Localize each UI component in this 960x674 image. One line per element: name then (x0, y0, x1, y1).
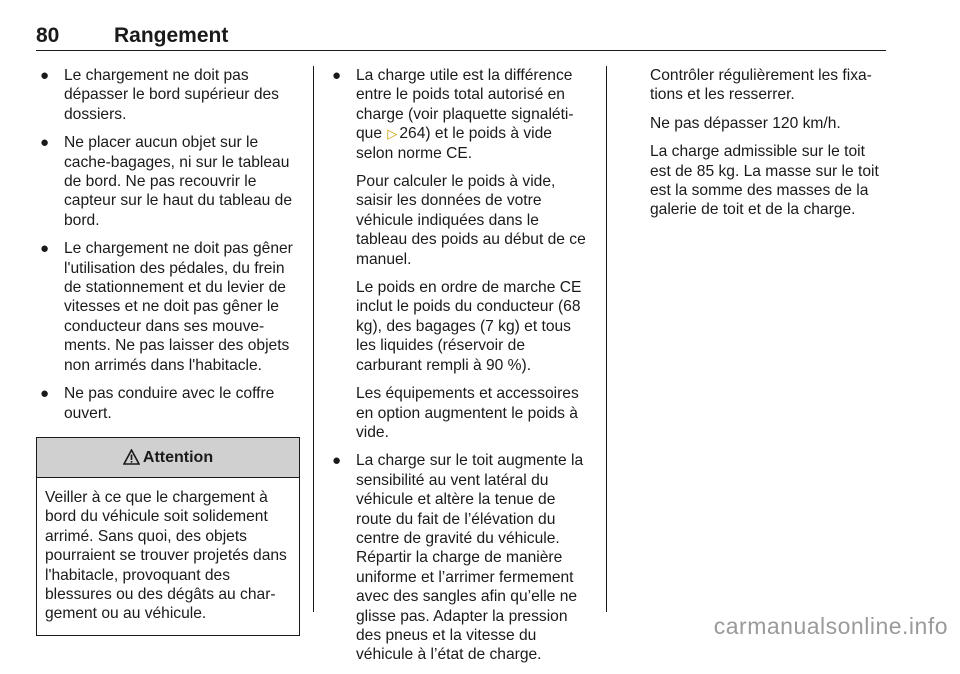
column-1 (36, 66, 302, 636)
column-3 (650, 66, 890, 229)
section-title: Rangement (114, 24, 229, 47)
bullet-icon: ● (40, 385, 50, 403)
list-item-text: Ne pas conduire avec le coffre ouvert. (64, 385, 275, 422)
page-number: 80 (36, 24, 60, 47)
page-header (36, 22, 886, 52)
list-item-text: Le chargement ne doit pas gêner l'utilisation des pédales, du frein de stationnement et du levier de vitesses et ne doit pas gêner le conducteur dans ses mouve-ments. Ne pas laisser des objets non arrimés dans l'habitacle. (64, 240, 293, 374)
bullet-icon: ● (40, 134, 50, 152)
warning-text: Veiller à ce que le chargement à bord du véhicule soit solidement arrimé. Sans quoi, des objets pourraient se trouver projetés dans l'habitacle, provoquant des blessures ou des dégâts au char-gement ou au véhicule. (45, 488, 287, 623)
warning-triangle-icon (123, 449, 140, 465)
list-item (36, 133, 302, 230)
paragraph: Ne pas dépasser 120 km/h. (650, 114, 841, 132)
bullet-icon: ● (40, 240, 50, 258)
bullet-list (36, 66, 302, 423)
page-reference-icon: ▷ (387, 126, 398, 142)
header-divider (36, 50, 886, 51)
warning-header (37, 438, 299, 478)
list-item (36, 239, 302, 375)
warning-box (36, 437, 300, 636)
paragraph: Contrôler régulièrement les fixa-tions et les resserrer. (650, 67, 872, 104)
list-item-text: Le chargement ne doit pas dépasser le bord supérieur des dossiers. (64, 67, 279, 123)
paragraph: Les équipements et accessoires en option augmentent le poids à vide. (356, 385, 579, 441)
page-reference-link[interactable]: 264 (399, 125, 426, 143)
bullet-list (328, 66, 592, 665)
column-divider-1 (313, 66, 314, 612)
list-item (36, 384, 302, 423)
bullet-icon: ● (40, 67, 50, 84)
list-item-text: Ne placer aucun objet sur le cache-bagages, ni sur le tableau de bord. Ne pas recouvrir le capteur sur le haut du tableau de bord. (64, 134, 293, 229)
paragraph: Pour calculer le poids à vide, saisir les données de votre véhicule indiquées dans le tableau des poids au début de ce manuel. (356, 173, 586, 268)
column-2 (328, 66, 592, 674)
payload-paragraph: La charge utile est la différence entre le poids total autorisé en charge (voir plaquette signaléti-que ▷ 264) et le poids à vide selon norme CE. (356, 67, 574, 162)
list-item (36, 66, 302, 124)
watermark: carmanualsonline.info (713, 613, 948, 639)
paragraph: La charge admissible sur le toit est de 85 kg. La masse sur le toit est la somme des masses de la galerie de toit et de la charge. (650, 143, 879, 219)
bullet-icon: ● (332, 67, 342, 84)
column-divider-2 (606, 66, 607, 612)
paragraph: Le poids en ordre de marche CE inclut le poids du conducteur (68 kg), des bagages (7 kg) et tous les liquides (réservoir de carburant rempli à 90 %). (356, 279, 582, 374)
list-item (328, 66, 592, 442)
list-item (328, 451, 592, 664)
warning-title: Attention (142, 448, 214, 466)
bullet-icon: ● (332, 452, 342, 470)
list-item-text: La charge sur le toit augmente la sensibilité au vent latéral du véhicule et altère la tenue de route du fait de l’élévation du centre de gravité du véhicule. Répartir la charge de manière uniforme et l’arrimer fermement avec des sangles afin qu’elle ne glisse pas. Adapter la pression des pneus et la vitesse du véhicule à l’état de charge. (356, 452, 584, 664)
